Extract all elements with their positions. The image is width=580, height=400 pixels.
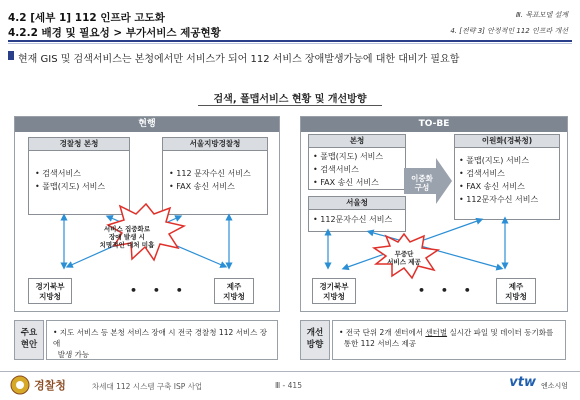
list-item: • FAX 송신 서비스	[459, 182, 525, 191]
improvement-tag	[300, 320, 330, 360]
current-issue-tag	[14, 320, 44, 360]
section-title: 검색, 폴맵서비스 현황 및 개선방향	[213, 94, 367, 105]
page-number: Ⅲ - 415	[275, 381, 302, 390]
node-label: 지방청	[223, 292, 245, 301]
tag-line: 주요	[20, 328, 38, 338]
arrow-label-line: 이중화	[411, 174, 433, 183]
section-title-underline	[198, 105, 382, 106]
list-item: • 폴맵(지도) 서비스	[313, 152, 384, 161]
burst-line: 치명적인 대처 미흡	[99, 241, 155, 249]
note-line	[339, 327, 559, 338]
note-line: • 지도 서비스 등 본청 서비스 장애 시 전국 경찰청 112 서비스 장애	[53, 328, 267, 348]
police-emblem-icon	[10, 375, 30, 395]
burst-line: 무중단	[394, 250, 414, 258]
current-burst-label	[82, 225, 172, 249]
list-item: • 검색서비스	[313, 165, 359, 174]
burst-line: 서비스 집중화로	[103, 225, 151, 233]
list-item: • 폴맵(지도) 서비스	[35, 182, 106, 191]
burst-line: 장애 발생 시	[109, 233, 145, 241]
list-item: • FAX 송신 서비스	[313, 178, 379, 187]
tobe-node-jeju	[496, 278, 536, 304]
footer-rule	[0, 371, 580, 372]
note-line: 발생 가능	[53, 350, 90, 359]
note-fragment: 실시간 파일 및 데이터 동기화를	[447, 328, 554, 337]
page-title: 4.2 [세부 1] 112 인프라 고도화	[8, 12, 165, 24]
footer-project: 차세대 112 시스템 구축 ISP 사업	[92, 382, 203, 391]
note-line: 통한 112 서비스 제공	[339, 339, 416, 348]
tobe-seoul-title: 서울청	[309, 197, 405, 210]
list-item: • FAX 송신 서비스	[169, 182, 235, 191]
node-label: 경기북부	[319, 282, 349, 291]
tobe-panel-header: TO-BE	[301, 117, 567, 132]
current-issue-text	[46, 320, 278, 360]
current-seoul-title: 서울지방경찰청	[163, 138, 267, 151]
summary-bullet-icon	[8, 51, 14, 60]
page-subtitle: 4.2.2 배경 및 필요성 > 부가서비스 제공현황	[8, 27, 221, 39]
node-label: 제주	[226, 282, 242, 291]
brand-sub: 엔소시엄	[540, 382, 568, 390]
current-hq-title: 경찰청 본청	[29, 138, 129, 151]
note-highlight: 센터별	[425, 328, 448, 337]
list-item: • 검색서비스	[459, 169, 505, 178]
footer-org: 경찰청	[34, 379, 66, 392]
improvement-text	[332, 320, 566, 360]
tag-line: 방향	[306, 340, 324, 350]
summary-text: 현재 GIS 및 검색서비스는 본청에서만 서비스가 되어 112 서비스 장애발생가능에 대한 대비가 필요함	[18, 54, 460, 65]
tobe-dots: • • •	[418, 284, 477, 297]
note-fragment: • 전국 단위 2개 센터에서	[339, 328, 426, 337]
list-item: • 112 문자수신 서비스	[169, 169, 251, 178]
list-item: • 검색서비스	[35, 169, 81, 178]
header-rule-thin	[8, 43, 572, 44]
tag-line: 현안	[20, 340, 38, 350]
node-label: 지방청	[505, 292, 527, 301]
tag-line: 개선	[306, 328, 324, 338]
current-dots: • • •	[130, 284, 189, 297]
arrow-label-line: 구성	[414, 183, 430, 192]
tobe-burst-label	[376, 250, 432, 266]
tobe-backup-title: 이원화(경북청)	[455, 135, 559, 148]
section-label: 4. [전략 3] 안정적인 112 인프라 개선	[450, 27, 568, 35]
list-item: • 112문자수신 서비스	[313, 215, 393, 224]
current-panel-header: 현행	[15, 117, 279, 132]
list-item: • 112문자수신 서비스	[459, 195, 539, 204]
burst-line: 서비스 제공	[387, 258, 421, 266]
node-label: 제주	[508, 282, 524, 291]
tobe-node-gyeonggi	[312, 278, 356, 304]
chapter-label: Ⅲ. 목표모델 설계	[515, 11, 568, 19]
current-node-jeju	[214, 278, 254, 304]
list-item: • 폴맵(지도) 서비스	[459, 156, 530, 165]
tobe-hq-title: 본청	[309, 135, 405, 148]
node-label: 지방청	[39, 292, 61, 301]
current-node-gyeonggi	[28, 278, 72, 304]
node-label: 지방청	[323, 292, 345, 301]
header-rule	[8, 40, 572, 42]
brand-logo: vtw	[509, 375, 536, 390]
node-label: 경기북부	[35, 282, 65, 291]
